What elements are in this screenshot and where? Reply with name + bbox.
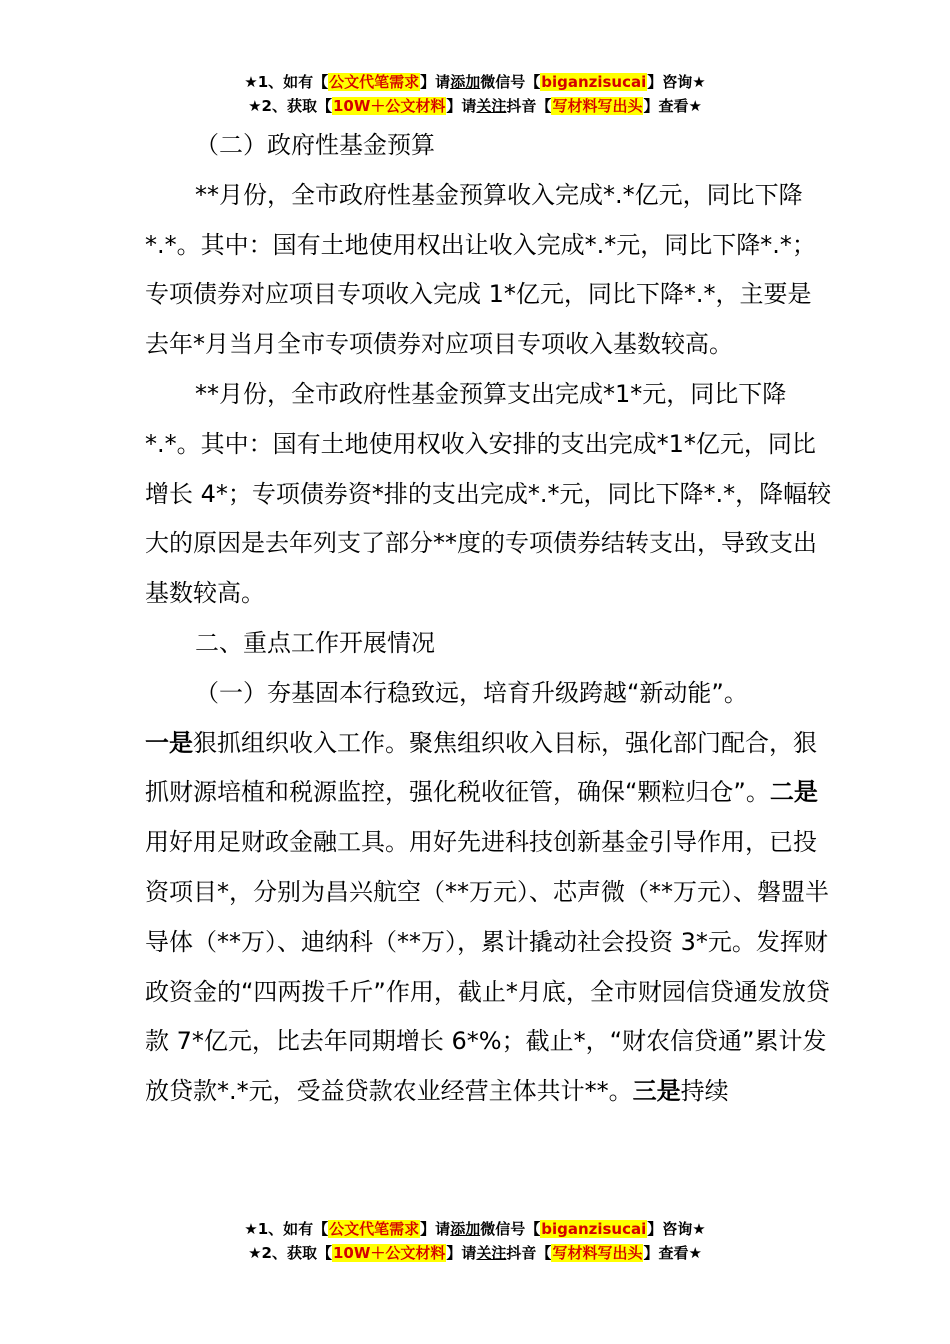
promo-highlight: 写材料写出头 xyxy=(552,1244,643,1262)
paragraph-fund-revenue: **月份，全市政府性基金预算收入完成*.*亿元，同比下降*.*。其中：国有土地使用权出让收入完成*.*元，同比下降*.*；专项债券对应项目专项收入完成 1*亿元，同比下降*.*，主要是去年*月当月全市专项债券对应项目专项收入基数较高。 xyxy=(145,180,816,359)
promo-highlight: biganzisucai xyxy=(541,1220,647,1238)
promo-text: ★1、如有【 xyxy=(244,73,329,91)
section-heading-fund-budget: （二）政府性基金预算 xyxy=(195,131,435,159)
promo-highlight: 公文代笔需求 xyxy=(329,1220,420,1238)
item-marker-1: 一是 xyxy=(145,728,193,757)
item-text-1: 狠抓组织收入工作。聚焦组织收入目标，强化部门配合，狠抓财源培植和税源监控，强化税收征管，确保“颗粒归仓”。 xyxy=(145,728,817,807)
promo-text: 】请 xyxy=(446,1244,477,1262)
promo-banner-bottom xyxy=(0,1217,950,1265)
promo-text: 】查看★ xyxy=(643,1244,702,1262)
promo-text: 】请 xyxy=(446,97,477,115)
promo-highlight: 写材料写出头 xyxy=(552,97,643,115)
promo-banner-top xyxy=(0,70,950,118)
document-body xyxy=(145,121,835,1117)
promo-text: 微信号【 xyxy=(480,1220,541,1238)
promo-text: ★1、如有【 xyxy=(244,1220,329,1238)
promo-text: 】请 xyxy=(420,73,451,91)
promo-underline: 关注 xyxy=(476,97,507,115)
item-marker-2: 二是 xyxy=(769,778,818,807)
paragraph-fund-expenditure: **月份，全市政府性基金预算支出完成*1*元，同比下降*.*。其中：国有土地使用权收入安排的支出完成*1*亿元，同比增长 4*；专项债券资*排的支出完成*.*元，同比下降*.*，降幅较大的原因是去年列支了部分**度的专项债券结转支出，导致支出基数较高。 xyxy=(145,379,832,608)
item-text-3: 持续 xyxy=(680,1077,729,1106)
paragraph-key-work-items xyxy=(145,719,835,1117)
promo-highlight: 10W＋公文材料 xyxy=(332,1244,446,1262)
promo-text: 】查看★ xyxy=(643,97,702,115)
subsection-heading-new-momentum: （一）夯基固本行稳致远，培育升级跨越“新动能”。 xyxy=(195,678,748,707)
promo-text: ★2、获取【 xyxy=(248,97,332,115)
promo-line-2 xyxy=(0,1241,950,1265)
promo-line-1 xyxy=(0,70,950,94)
section-heading-key-work: 二、重点工作开展情况 xyxy=(195,628,435,657)
promo-line-2 xyxy=(0,94,950,118)
promo-text: 】咨询★ xyxy=(647,73,706,91)
promo-text: 抖音【 xyxy=(506,97,552,115)
promo-highlight: biganzisucai xyxy=(541,73,647,91)
promo-text: 】咨询★ xyxy=(647,1220,706,1238)
item-marker-3: 三是 xyxy=(632,1077,681,1106)
promo-highlight: 10W＋公文材料 xyxy=(332,97,446,115)
item-text-2: 用好用足财政金融工具。用好先进科技创新基金引导作用，已投资项目*，分别为昌兴航空（**万元）、芯声微（**万元）、磐盟半导体（**万）、迪纳科（**万），累计撬动社会投资 3*元。发挥财政资金的“四两拨千斤”作用，截止*月底，全市财园信贷通发放贷款 7*亿元，比去年同期增长 6*%；截止*，“财农信贷通”累计发放贷款*.*元，受益贷款农业经营主体共计**。 xyxy=(145,828,830,1106)
promo-line-1 xyxy=(0,1217,950,1241)
promo-underline: 添加 xyxy=(450,73,481,91)
promo-text: ★2、获取【 xyxy=(248,1244,332,1262)
promo-underline: 添加 xyxy=(450,1220,481,1238)
promo-underline: 关注 xyxy=(476,1244,507,1262)
promo-highlight: 公文代笔需求 xyxy=(329,73,420,91)
promo-text: 】请 xyxy=(420,1220,451,1238)
promo-text: 微信号【 xyxy=(480,73,541,91)
promo-text: 抖音【 xyxy=(506,1244,552,1262)
